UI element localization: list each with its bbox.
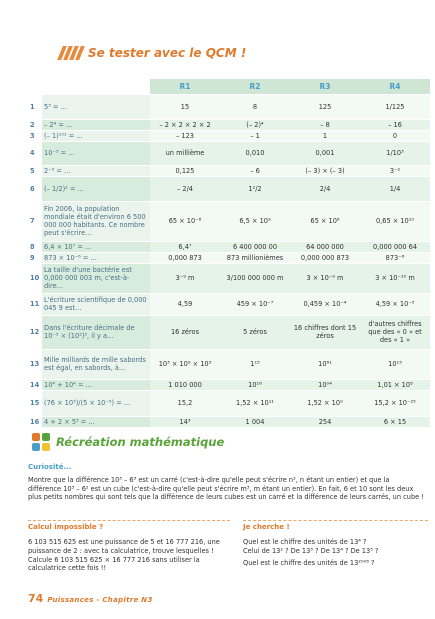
- answer[interactable]: 6 400 000 00: [220, 241, 290, 252]
- table-row: [28, 165, 430, 176]
- answer[interactable]: 1/10³: [360, 141, 430, 165]
- row-number: 2: [28, 119, 42, 130]
- answer[interactable]: 65 × 10⁻⁸: [150, 201, 220, 241]
- answer[interactable]: 1,01 × 10⁸: [360, 379, 430, 390]
- answer[interactable]: 459 × 10⁻⁷: [220, 293, 290, 315]
- row-number: 1: [28, 94, 42, 119]
- question: Mille milliards de mille sabords est égal, en sabords, à...: [42, 349, 150, 379]
- answer[interactable]: 2/4: [290, 176, 360, 201]
- page-footer: [28, 592, 153, 605]
- answer[interactable]: 8: [220, 94, 290, 119]
- answer[interactable]: 15: [150, 94, 220, 119]
- table-row: [28, 252, 430, 263]
- answer[interactable]: 1,52 × 10⁹: [290, 390, 360, 416]
- answer[interactable]: – 2/4: [150, 176, 220, 201]
- answer[interactable]: 5 zéros: [220, 315, 290, 349]
- curiosite-text: Montre que la différence 10³ – 6³ est un carré (c'est-à-dire qu'elle peut s'écrire n², n étant un entier) et que la différence 10³ – 6² est un cube (c'est-à-dire qu'elle peut s'écrire m³, m étant un entier). En fait, 6 et 10 sont les deux plus petits nombres qui sont tels que la différence de leurs cubes est un carré et la différence de leurs carrés, un cube !: [28, 476, 424, 502]
- answer[interactable]: 64 000 000: [290, 241, 360, 252]
- answer[interactable]: 125: [290, 94, 360, 119]
- row-number: 14: [28, 379, 42, 390]
- answer[interactable]: 10⁰⁴: [290, 379, 360, 390]
- answer[interactable]: 65 × 10⁸: [290, 201, 360, 241]
- answer[interactable]: – 8: [290, 119, 360, 130]
- answer[interactable]: 10¹⁶: [220, 379, 290, 390]
- answer[interactable]: 0,125: [150, 165, 220, 176]
- row-number: 13: [28, 349, 42, 379]
- answer[interactable]: 0,65 × 10¹⁰: [360, 201, 430, 241]
- answer[interactable]: 10¹⁵: [360, 349, 430, 379]
- question: 10⁻³ = ...: [42, 141, 150, 165]
- header-row: [28, 79, 430, 94]
- table-row: [28, 201, 430, 241]
- answer[interactable]: 0,010: [220, 141, 290, 165]
- answer[interactable]: d'autres chiffres que des « 0 » et des « 1 »: [360, 315, 430, 349]
- answer[interactable]: 3⁻⁹ m: [150, 263, 220, 293]
- answer[interactable]: – 6: [220, 165, 290, 176]
- answer[interactable]: – 1: [220, 130, 290, 141]
- answer[interactable]: 10⁸¹: [290, 349, 360, 379]
- cherche-title: Je cherche !: [243, 520, 428, 534]
- table-row: [28, 94, 430, 119]
- table-row: [28, 119, 430, 130]
- table-row: [28, 390, 430, 416]
- row-number: 8: [28, 241, 42, 252]
- row-number: 10: [28, 263, 42, 293]
- col-r2: R2: [220, 79, 290, 94]
- table-row: [28, 141, 430, 165]
- section-header: [60, 46, 246, 60]
- col-r3: R3: [290, 79, 360, 94]
- answer[interactable]: 0,000 873: [150, 252, 220, 263]
- question: La taille d'une bactérie est 0,000 000 003 m, c'est-à-dire...: [42, 263, 150, 293]
- col-r1: R1: [150, 79, 220, 94]
- table-row: [28, 349, 430, 379]
- answer[interactable]: 1/4: [360, 176, 430, 201]
- answer[interactable]: 4,59 × 10⁻⁵: [360, 293, 430, 315]
- question: 6,4 × 10⁷ = ...: [42, 241, 150, 252]
- answer[interactable]: 15,2: [150, 390, 220, 416]
- table-row: [28, 293, 430, 315]
- calcul-box: [28, 520, 230, 573]
- answer[interactable]: 3⁻²: [360, 165, 430, 176]
- answer[interactable]: 4,59: [150, 293, 220, 315]
- question: 4 + 2 × 5³ = ...: [42, 416, 150, 427]
- answer[interactable]: 1¹⁵: [220, 349, 290, 379]
- answer[interactable]: 16 zéros: [150, 315, 220, 349]
- table-row: [28, 315, 430, 349]
- answer[interactable]: 0,459 × 10⁻⁴: [290, 293, 360, 315]
- answer[interactable]: 0,000 000 64: [360, 241, 430, 252]
- row-number: 3: [28, 130, 42, 141]
- answer[interactable]: 6,4⁷: [150, 241, 220, 252]
- cherche-box: [243, 520, 428, 567]
- table-row: [28, 241, 430, 252]
- answer[interactable]: 0: [360, 130, 430, 141]
- answer[interactable]: 1,52 × 10¹¹: [220, 390, 290, 416]
- puzzle-icon: [32, 433, 50, 451]
- row-number: 6: [28, 176, 42, 201]
- recreation-title: Récréation mathématique: [56, 435, 225, 449]
- row-number: 11: [28, 293, 42, 315]
- question: (– 1)¹⁰¹ = ...: [42, 130, 150, 141]
- answer[interactable]: – 2 × 2 × 2 × 2: [150, 119, 220, 130]
- calcul-text-1: 6 103 515 625 est une puissance de 5 et 16 777 216, une puissance de 2 : avec ta calculatrice, trouve lesquelles !: [28, 538, 220, 555]
- answer[interactable]: un millième: [150, 141, 220, 165]
- answer[interactable]: 1²/2: [220, 176, 290, 201]
- answer[interactable]: 6,5 × 10⁹: [220, 201, 290, 241]
- question: 10⁴ + 10⁴ = ...: [42, 379, 150, 390]
- answer[interactable]: 254: [290, 416, 360, 427]
- table-row: [28, 379, 430, 390]
- section-title: Se tester avec le QCM !: [88, 46, 247, 60]
- answer[interactable]: 873⁻⁶: [360, 252, 430, 263]
- answer[interactable]: 0,001: [290, 141, 360, 165]
- row-number: 9: [28, 252, 42, 263]
- cherche-text-2: Celui de 13² ? De 13³ ? De 13⁴ ? De 13⁵ ?: [243, 546, 379, 555]
- answer[interactable]: 1/125: [360, 94, 430, 119]
- answer[interactable]: – 16: [360, 119, 430, 130]
- row-number: 16: [28, 416, 42, 427]
- question: L'écriture scientifique de 0,000 045 9 est...: [42, 293, 150, 315]
- answer[interactable]: 873 millionièmes: [220, 252, 290, 263]
- answer[interactable]: 15,2 × 10⁻²⁵: [360, 390, 430, 416]
- answer[interactable]: 3 × 10⁻⁹ m: [290, 263, 360, 293]
- answer[interactable]: 3/100 000 000 m: [220, 263, 290, 293]
- answer[interactable]: 16 chiffres dont 15 zéros: [290, 315, 360, 349]
- cherche-text-3: Quel est le chiffre des unités de 13²⁰⁰⁸ ?: [243, 558, 375, 567]
- row-number: 12: [28, 315, 42, 349]
- curiosite-title: Curiosité...: [28, 463, 72, 471]
- answer[interactable]: – 123: [150, 130, 220, 141]
- answer[interactable]: (– 2)⁴: [220, 119, 290, 130]
- question: Dans l'écriture décimale de 10⁻⁵ × (10²)³, il y a...: [42, 315, 150, 349]
- question: (– 1/2)² = ...: [42, 176, 150, 201]
- row-number: 7: [28, 201, 42, 241]
- answer[interactable]: 1: [290, 130, 360, 141]
- question: 873 × 10⁻⁶ = ...: [42, 252, 150, 263]
- answer[interactable]: 1 004: [220, 416, 290, 427]
- answer[interactable]: 10³ × 10⁹ × 10³: [150, 349, 220, 379]
- answer[interactable]: 0,000 000 873: [290, 252, 360, 263]
- question: 5³ = ...: [42, 94, 150, 119]
- table-row: [28, 176, 430, 201]
- cherche-text-1: Quel est le chiffre des unités de 13⁴ ?: [243, 538, 367, 546]
- table-row: [28, 416, 430, 427]
- calcul-title: Calcul impossible ?: [28, 520, 230, 534]
- answer[interactable]: 1 010 000: [150, 379, 220, 390]
- question: (76 × 10⁵)/(5 × 10⁻⁵) = ...: [42, 390, 150, 416]
- answer[interactable]: 3 × 10⁻¹⁰ m: [360, 263, 430, 293]
- question: Fin 2006, la population mondiale était d'environ 6 500 000 000 habitants. Ce nombre peut s'écrire...: [42, 201, 150, 241]
- row-number: 4: [28, 141, 42, 165]
- chapter-label: Puissances - Chapitre N3: [47, 596, 153, 604]
- table-row: [28, 130, 430, 141]
- stripes-decoration: [57, 46, 85, 60]
- recreation-header: [32, 433, 224, 451]
- qcm-table: [28, 79, 430, 428]
- question: 2⁻³ = ...: [42, 165, 150, 176]
- col-r4: R4: [360, 79, 430, 94]
- row-number: 15: [28, 390, 42, 416]
- calcul-text-2: Calcule 6 103 515 625 × 16 777 216 sans utiliser la calculatrice cette fois !!: [28, 555, 200, 573]
- row-number: 5: [28, 165, 42, 176]
- question: – 2⁴ = ...: [42, 119, 150, 130]
- page-number: 74: [28, 592, 44, 605]
- table-row: [28, 263, 430, 293]
- answer[interactable]: (– 3) × (– 3): [290, 165, 360, 176]
- answer[interactable]: 6 × 15: [360, 416, 430, 427]
- answer[interactable]: 14³: [150, 416, 220, 427]
